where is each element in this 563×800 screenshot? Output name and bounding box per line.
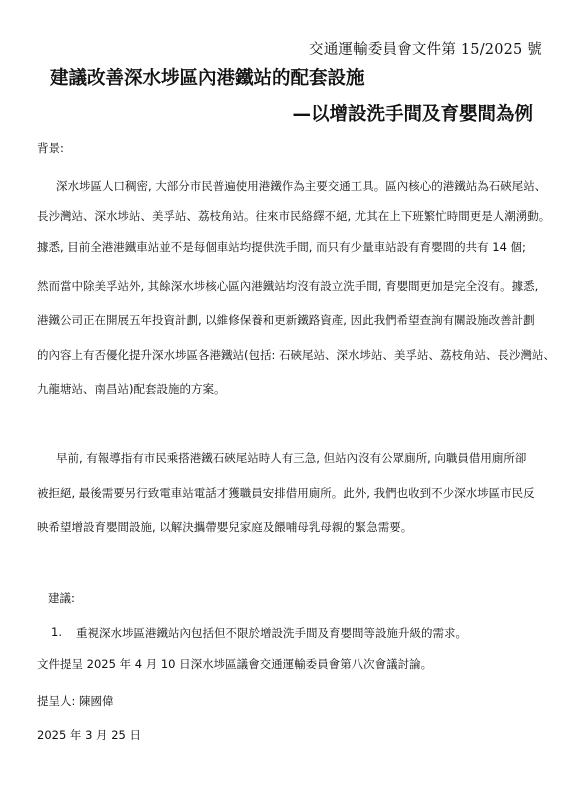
background-paragraph-1-line: 然而當中除美孚站外, 其餘深水埗核心區內港鐵站均沒有設立洗手間, 育嬰間更加是完全沒有。據悉, [37, 279, 539, 293]
background-paragraph-2-line: 映希望增設育嬰間設施, 以解決攜帶嬰兒家庭及餵哺母乳母親的緊急需要。 [37, 520, 413, 534]
background-paragraph-2-line: 早前, 有報導指有市民乘搭港鐵石硤尾站時人有三急, 但站內沒有公眾廁所, 向職員借用廁所卻 [56, 451, 527, 465]
submitter: 提呈人: 陳國偉 [37, 694, 114, 708]
background-paragraph-1-line: 九龍塘站、南昌站)配套設施的方案。 [37, 382, 226, 396]
submission-note: 文件提呈 2025 年 4 月 10 日深水埗區議會交通運輸委員會第八次會議討論。 [37, 657, 433, 671]
background-paragraph-1-line: 的內容上有否優化提升深水埗區各港鐵站(包括: 石硤尾站、深水埗站、美孚站、荔枝角站、長沙灣站、 [37, 348, 556, 362]
document-reference: 交通運輸委員會文件第 15/2025 號 [309, 42, 542, 58]
background-paragraph-1-line: 深水埗區人口稠密, 大部分市民普遍使用港鐵作為主要交通工具。區內核心的港鐵站為石硤尾站、 [56, 179, 547, 193]
background-paragraph-2-line: 被拒絕, 最後需要另行致電車站電話才獲職員安排借用廁所。此外, 我們也收到不少深水埗區市民反 [37, 486, 535, 500]
suggestion-heading: 建議: [48, 591, 75, 605]
background-paragraph-1-line: 港鐵公司正在開展五年投資計劃, 以維修保養和更新鐵路資產, 因此我們希望查詢有關設施改善計劃 [37, 313, 535, 327]
suggestion-number: 1. [51, 625, 62, 639]
background-paragraph-1-line: 據悉, 目前全港港鐵車站並不是每個車站均提供洗手間, 而只有少量車站設有育嬰間的共有 14 個; [37, 240, 526, 254]
suggestion-text: 重視深水埗區港鐵站內包括但不限於增設洗手間及育嬰間等設施升級的需求。 [76, 626, 467, 640]
background-paragraph-1-line: 長沙灣站、深水埗站、美孚站、荔枝角站。往來市民絡繹不絕, 尤其在上下班繁忙時間更是人潮湧動。 [37, 209, 551, 223]
document-title: 建議改善深水埗區內港鐵站的配套設施 [50, 68, 365, 89]
background-heading: 背景: [37, 141, 64, 155]
document-date: 2025 年 3 月 25 日 [37, 728, 141, 742]
document-subtitle: —以增設洗手間及育嬰間為例 [292, 104, 533, 125]
